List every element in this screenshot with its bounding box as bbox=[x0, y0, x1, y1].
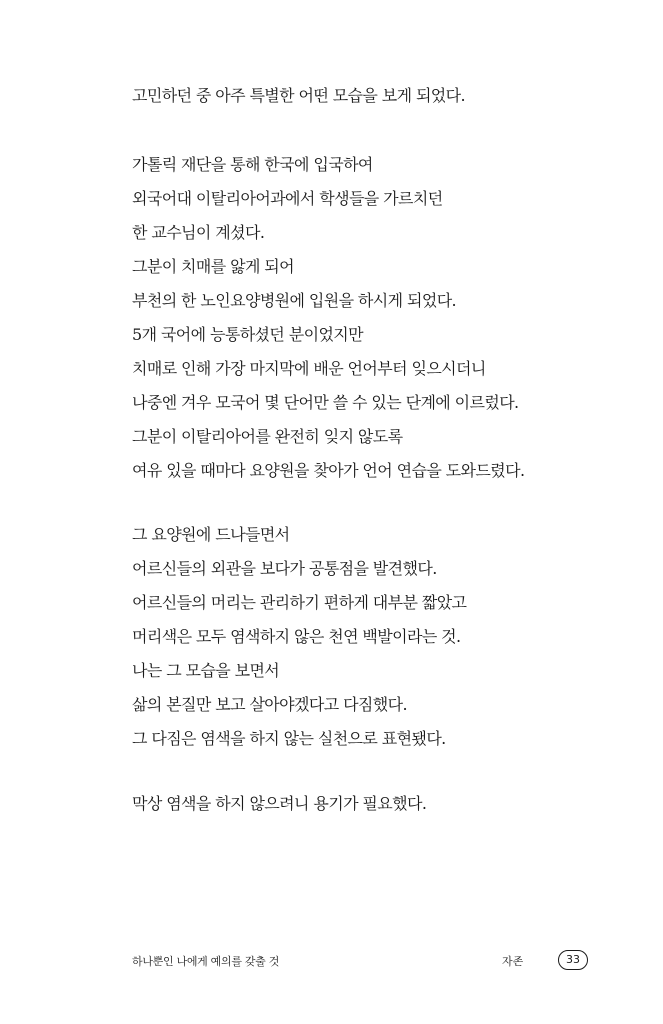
text-line: 머리색은 모두 염색하지 않은 천연 백발이라는 것. bbox=[132, 627, 461, 646]
text-line: 나중엔 겨우 모국어 몇 단어만 쓸 수 있는 단계에 이르렀다. bbox=[132, 393, 519, 412]
paragraph-3 bbox=[132, 518, 632, 756]
paragraph-4 bbox=[132, 787, 632, 821]
paragraph-2 bbox=[132, 148, 632, 488]
text-line: 여유 있을 때마다 요양원을 찾아가 언어 연습을 도와드렸다. bbox=[132, 461, 525, 480]
text-line: 외국어대 이탈리아어과에서 학생들을 가르치던 bbox=[132, 189, 443, 208]
text-line: 삶의 본질만 보고 살아야겠다고 다짐했다. bbox=[132, 695, 407, 714]
text-line: 한 교수님이 계셨다. bbox=[132, 223, 265, 242]
text-line: 그분이 치매를 앓게 되어 bbox=[132, 257, 295, 276]
page-number: 33 bbox=[558, 950, 588, 970]
text-line: 5개 국어에 능통하셨던 분이었지만 bbox=[132, 325, 364, 344]
text-line: 부천의 한 노인요양병원에 입원을 하시게 되었다. bbox=[132, 291, 457, 310]
paragraph-1 bbox=[132, 79, 632, 113]
running-section-title: 자존 bbox=[502, 955, 524, 968]
text-line: 나는 그 모습을 보면서 bbox=[132, 661, 280, 680]
text-line: 그 다짐은 염색을 하지 않는 실천으로 표현됐다. bbox=[132, 729, 446, 748]
text-line: 어르신들의 외관을 보다가 공통점을 발견했다. bbox=[132, 559, 437, 578]
running-book-title: 하나뿐인 나에게 예의를 갖출 것 bbox=[132, 955, 280, 968]
text-line: 그분이 이탈리아어를 완전히 잊지 않도록 bbox=[132, 427, 403, 446]
text-line: 그 요양원에 드나들면서 bbox=[132, 525, 290, 544]
text-line: 어르신들의 머리는 관리하기 편하게 대부분 짧았고 bbox=[132, 593, 467, 612]
text-line: 가톨릭 재단을 통해 한국에 입국하여 bbox=[132, 155, 373, 174]
text-line: 막상 염색을 하지 않으려니 용기가 필요했다. bbox=[132, 794, 427, 813]
text-line: 고민하던 중 아주 특별한 어떤 모습을 보게 되었다. bbox=[132, 86, 466, 105]
page-footer bbox=[132, 950, 592, 974]
text-line: 치매로 인해 가장 마지막에 배운 언어부터 잊으시더니 bbox=[132, 359, 486, 378]
